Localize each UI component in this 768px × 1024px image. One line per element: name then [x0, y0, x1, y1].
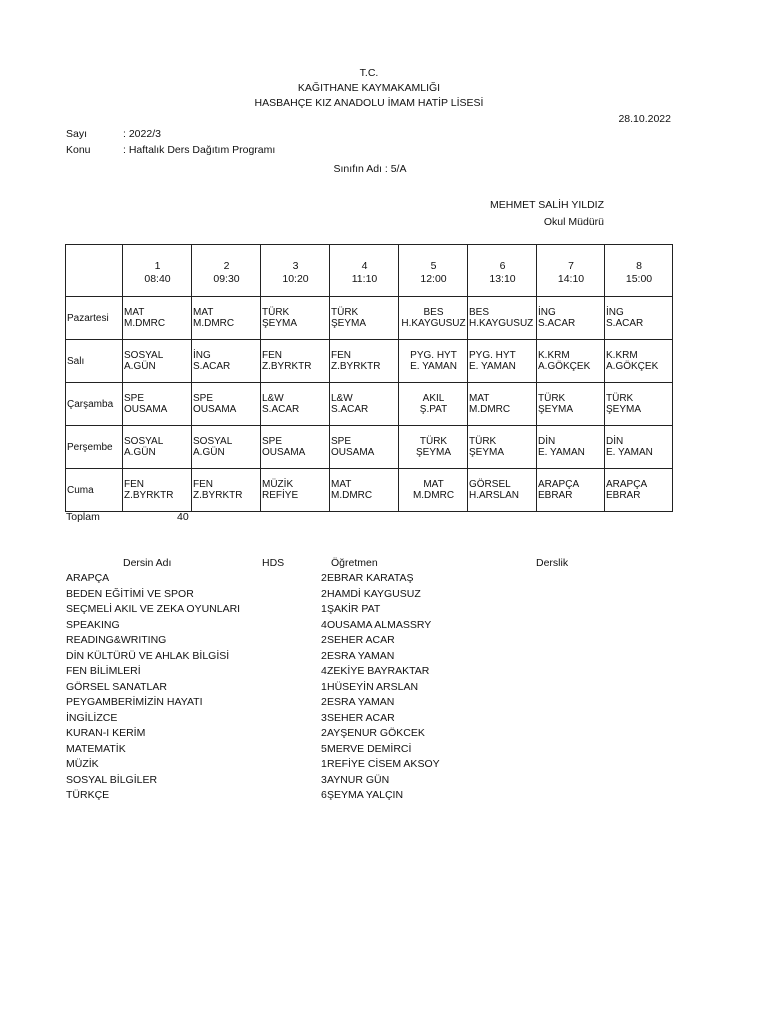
- lesson-cell: [468, 426, 537, 469]
- lesson-teacher: M.DMRC: [331, 490, 373, 501]
- lesson-subject: MÜZİK: [262, 479, 294, 490]
- course-row: [66, 633, 486, 648]
- day-label: Cuma: [66, 469, 123, 512]
- lesson-teacher: M.DMRC: [412, 490, 455, 501]
- lesson-cell: [192, 340, 261, 383]
- course-name: BEDEN EĞİTİMİ VE SPOR: [66, 587, 194, 600]
- lesson-cell: [468, 297, 537, 340]
- course-row: [66, 680, 486, 695]
- lesson-subject: K.KRM: [606, 350, 638, 361]
- lesson-subject: SOSYAL: [124, 350, 164, 361]
- lesson-cell: [192, 426, 261, 469]
- lesson-cell: [537, 469, 605, 512]
- col-header-ders: Dersin Adı: [123, 557, 172, 569]
- period-number: 6: [499, 259, 506, 272]
- course-hours: 3: [321, 773, 327, 786]
- course-name: DİN KÜLTÜRÜ VE AHLAK BİLGİSİ: [66, 649, 230, 662]
- schedule-day-row: [66, 383, 673, 426]
- lesson-cell: [123, 426, 192, 469]
- lesson-cell: [261, 383, 330, 426]
- lesson-cell: [605, 297, 673, 340]
- course-row: [66, 664, 486, 679]
- period-time: 13:10: [489, 272, 516, 285]
- course-row: [66, 726, 486, 741]
- schedule-day-row: [66, 340, 673, 383]
- period-number: 8: [636, 259, 642, 272]
- lesson-teacher: OUSAMA: [262, 447, 306, 458]
- lesson-teacher: A.GÖKÇEK: [606, 361, 659, 372]
- lesson-teacher: S.ACAR: [538, 318, 576, 329]
- konu-value: : Haftalık Ders Dağıtım Programı: [123, 144, 276, 156]
- course-row: [66, 773, 486, 788]
- lesson-subject: TÜRK: [419, 436, 448, 447]
- lesson-cell: [261, 469, 330, 512]
- lesson-teacher: E. YAMAN: [606, 447, 653, 458]
- lesson-cell: [330, 297, 399, 340]
- course-name: SOSYAL BİLGİLER: [66, 773, 158, 786]
- period-header: [468, 245, 537, 297]
- total-value: 40: [177, 511, 189, 523]
- lesson-teacher: S.ACAR: [193, 361, 231, 372]
- period-time: 12:00: [420, 272, 447, 285]
- period-time: 14:10: [557, 272, 585, 285]
- lesson-cell: [399, 426, 468, 469]
- lesson-cell: [330, 426, 399, 469]
- period-header: [261, 245, 330, 297]
- lesson-teacher: S.ACAR: [262, 404, 300, 415]
- lesson-subject: K.KRM: [538, 350, 570, 361]
- period-header: [192, 245, 261, 297]
- course-hours: 1: [321, 758, 327, 770]
- course-row: [66, 602, 486, 617]
- lesson-teacher: E. YAMAN: [538, 447, 585, 458]
- header-line-tc: T.C.: [359, 67, 379, 79]
- day-label: Pazartesi: [66, 297, 123, 340]
- course-name: PEYGAMBERİMİZİN HAYATI: [66, 696, 203, 708]
- period-header: [605, 245, 673, 297]
- schedule-day-row: [66, 469, 673, 512]
- lesson-cell: [261, 340, 330, 383]
- lesson-teacher: H.ARSLAN: [469, 490, 520, 501]
- course-hours: 1: [321, 603, 327, 615]
- schedule-day-row: [66, 297, 673, 340]
- course-teacher: SEHER ACAR: [327, 634, 395, 646]
- lesson-cell: [192, 383, 261, 426]
- lesson-teacher: Z.BYRKTR: [124, 490, 174, 501]
- lesson-teacher: Z.BYRKTR: [193, 490, 243, 501]
- lesson-subject: SPE: [262, 436, 283, 447]
- document-date: 28.10.2022: [618, 113, 671, 125]
- lesson-teacher: A.GÖKÇEK: [538, 361, 591, 372]
- course-name: İNGİLİZCE: [66, 711, 118, 724]
- lesson-teacher: ŞEYMA: [415, 447, 451, 458]
- course-name: MÜZİK: [66, 758, 99, 770]
- lesson-subject: İNG: [538, 307, 556, 318]
- header-line-kaymakamlik: KAĞITHANE KAYMAKAMLIĞI: [297, 82, 441, 94]
- schedule-day-row: [66, 426, 673, 469]
- lesson-teacher: H.KAYGUSUZ: [401, 318, 466, 329]
- principal-title: Okul Müdürü: [543, 216, 604, 228]
- lesson-teacher: OUSAMA: [193, 404, 237, 415]
- lesson-cell: [192, 297, 261, 340]
- lesson-subject: FEN: [331, 350, 351, 361]
- lesson-cell: [330, 383, 399, 426]
- lesson-cell: [123, 383, 192, 426]
- document-header: [0, 66, 738, 111]
- course-row: [66, 695, 486, 710]
- lesson-cell: [192, 469, 261, 512]
- lesson-subject: TÜRK: [331, 307, 359, 318]
- course-teacher: ŞEYMA YALÇIN: [327, 789, 404, 801]
- lesson-cell: [468, 469, 537, 512]
- course-name: ARAPÇA: [66, 572, 110, 584]
- lesson-subject: L&W: [262, 393, 284, 404]
- course-row: [66, 618, 486, 633]
- lesson-cell: [123, 340, 192, 383]
- lesson-cell: [605, 426, 673, 469]
- course-hours: 2: [321, 587, 327, 600]
- lesson-subject: AKIL: [422, 393, 445, 404]
- course-teacher: AYŞENUR GÖKCEK: [327, 727, 425, 739]
- lesson-subject: İNG: [606, 307, 624, 318]
- lesson-subject: MAT: [193, 307, 214, 318]
- konu-label: Konu: [66, 144, 91, 156]
- period-time: 11:10: [351, 272, 378, 285]
- course-row: [66, 742, 486, 757]
- course-teacher: EBRAR KARATAŞ: [327, 572, 414, 584]
- lesson-subject: MAT: [423, 479, 444, 490]
- lesson-cell: [399, 297, 468, 340]
- lesson-cell: [330, 340, 399, 383]
- period-header: [330, 245, 399, 297]
- lesson-teacher: Z.BYRKTR: [262, 361, 312, 372]
- sayi-label: Sayı: [66, 128, 88, 140]
- period-number: 2: [223, 259, 230, 272]
- lesson-cell: [399, 340, 468, 383]
- day-label: Çarşamba: [66, 383, 123, 426]
- lesson-teacher: OUSAMA: [124, 404, 168, 415]
- lesson-subject: PYG. HYT: [410, 350, 457, 361]
- lesson-teacher: EBRAR: [538, 490, 573, 501]
- lesson-teacher: Ş.PAT: [419, 404, 448, 415]
- period-time: 09:30: [213, 272, 240, 285]
- lesson-subject: L&W: [331, 393, 353, 404]
- lesson-teacher: EBRAR: [606, 490, 641, 501]
- period-number: 5: [430, 259, 437, 272]
- course-row: [66, 649, 486, 664]
- course-teacher: MERVE DEMİRCİ: [327, 742, 412, 755]
- course-hours: 3: [321, 711, 327, 724]
- course-teacher: ŞAKİR PAT: [327, 603, 381, 615]
- course-row: [66, 757, 486, 772]
- lesson-subject: FEN: [124, 479, 144, 490]
- lesson-teacher: Z.BYRKTR: [331, 361, 381, 372]
- principal-block: [0, 197, 604, 231]
- course-name: READING&WRITING: [66, 634, 167, 646]
- lesson-teacher: H.KAYGUSUZ: [469, 318, 534, 329]
- course-name: SPEAKING: [66, 618, 120, 631]
- col-header-ogretmen: Öğretmen: [331, 557, 378, 569]
- course-row: [66, 711, 486, 726]
- lesson-subject: SPE: [331, 436, 352, 447]
- lesson-teacher: ŞEYMA: [262, 318, 298, 329]
- lesson-cell: [123, 297, 192, 340]
- lesson-teacher: M.DMRC: [193, 318, 235, 329]
- col-header-derslik: Derslik: [536, 557, 569, 569]
- lesson-subject: BES: [469, 307, 490, 318]
- course-hours: 2: [321, 727, 327, 739]
- course-hours: 6: [321, 789, 327, 801]
- course-hours: 5: [321, 742, 327, 755]
- course-teacher: OUSAMA ALMASSRY: [327, 618, 432, 631]
- lesson-subject: DİN: [606, 436, 624, 447]
- lesson-teacher: REFİYE: [262, 490, 299, 501]
- lesson-subject: TÜRK: [538, 393, 566, 404]
- course-hours: 2: [321, 634, 327, 646]
- course-teacher: ESRA YAMAN: [327, 649, 395, 662]
- course-teacher: ESRA YAMAN: [327, 696, 395, 708]
- lesson-subject: SPE: [193, 393, 214, 404]
- lesson-cell: [261, 426, 330, 469]
- period-header: [537, 245, 605, 297]
- lesson-cell: [330, 469, 399, 512]
- schedule-corner-cell: [66, 245, 123, 297]
- total-label: Toplam: [66, 511, 100, 523]
- course-hours: 2: [321, 696, 327, 708]
- lesson-teacher: ŞEYMA: [331, 318, 367, 329]
- lesson-cell: [537, 340, 605, 383]
- course-hours: 4: [321, 665, 327, 677]
- course-teacher: REFİYE CİSEM AKSOY: [327, 758, 440, 770]
- course-name: SEÇMELİ AKIL VE ZEKA OYUNLARI: [66, 603, 241, 615]
- lesson-teacher: ŞEYMA: [606, 404, 642, 415]
- lesson-cell: [261, 297, 330, 340]
- lesson-teacher: E. YAMAN: [410, 361, 457, 372]
- sayi-value: : 2022/3: [123, 128, 161, 140]
- course-row: [66, 587, 486, 602]
- course-name: MATEMATİK: [66, 742, 126, 755]
- lesson-cell: [468, 383, 537, 426]
- lesson-teacher: S.ACAR: [606, 318, 644, 329]
- principal-name: MEHMET SALİH YILDIZ: [490, 199, 604, 211]
- course-hours: 4: [321, 618, 327, 631]
- course-teacher: HÜSEYİN ARSLAN: [327, 680, 419, 693]
- day-label: Perşembe: [66, 426, 123, 469]
- day-label: Salı: [66, 340, 123, 383]
- lesson-subject: TÜRK: [606, 393, 634, 404]
- lesson-subject: TÜRK: [469, 436, 497, 447]
- lesson-cell: [468, 340, 537, 383]
- lesson-subject: DİN: [538, 436, 556, 447]
- lesson-cell: [537, 426, 605, 469]
- period-header: [123, 245, 192, 297]
- lesson-cell: [537, 383, 605, 426]
- lesson-cell: [605, 383, 673, 426]
- lesson-subject: ARAPÇA: [538, 479, 580, 490]
- course-teacher: AYNUR GÜN: [327, 773, 390, 786]
- lesson-subject: TÜRK: [262, 307, 290, 318]
- course-teacher: ZEKİYE BAYRAKTAR: [327, 665, 430, 677]
- lesson-teacher: E. YAMAN: [469, 361, 516, 372]
- lesson-cell: [537, 297, 605, 340]
- lesson-cell: [399, 469, 468, 512]
- course-teacher: HAMDİ KAYGUSUZ: [327, 587, 421, 600]
- class-name: Sınıfın Adı : 5/A: [333, 163, 407, 175]
- lesson-subject: FEN: [193, 479, 213, 490]
- lesson-subject: SOSYAL: [124, 436, 164, 447]
- lesson-subject: SOSYAL: [193, 436, 233, 447]
- period-header: [399, 245, 468, 297]
- course-name: KURAN-I KERİM: [66, 727, 146, 739]
- lesson-teacher: OUSAMA: [331, 447, 375, 458]
- lesson-subject: ARAPÇA: [606, 479, 648, 490]
- lesson-subject: BES: [423, 307, 444, 318]
- period-time: 10:20: [282, 272, 309, 285]
- lesson-subject: GÖRSEL: [469, 479, 511, 490]
- lesson-teacher: ŞEYMA: [469, 447, 505, 458]
- period-time: 08:40: [144, 272, 171, 285]
- lesson-teacher: A.GÜN: [124, 361, 156, 372]
- lesson-subject: MAT: [469, 393, 490, 404]
- lesson-subject: MAT: [331, 479, 352, 490]
- period-number: 3: [292, 259, 299, 272]
- lesson-teacher: M.DMRC: [124, 318, 166, 329]
- course-name: TÜRKÇE: [66, 789, 110, 801]
- lesson-teacher: A.GÜN: [124, 447, 156, 458]
- lesson-teacher: S.ACAR: [331, 404, 369, 415]
- course-row: [66, 788, 486, 803]
- lesson-teacher: ŞEYMA: [538, 404, 574, 415]
- course-hours: 2: [321, 649, 327, 662]
- lesson-teacher: M.DMRC: [469, 404, 511, 415]
- lesson-cell: [123, 469, 192, 512]
- lesson-cell: [605, 340, 673, 383]
- schedule-header-row: [66, 245, 673, 297]
- header-line-school: HASBAHÇE KIZ ANADOLU İMAM HATİP LİSESİ: [254, 97, 484, 109]
- course-teacher: SEHER ACAR: [327, 711, 395, 724]
- lesson-cell: [399, 383, 468, 426]
- lesson-subject: MAT: [124, 307, 145, 318]
- lesson-subject: SPE: [124, 393, 145, 404]
- schedule-table: [65, 244, 673, 512]
- lesson-subject: İNG: [193, 350, 211, 361]
- course-hours: 1: [321, 680, 327, 693]
- course-row: [66, 571, 486, 586]
- course-name: GÖRSEL SANATLAR: [66, 680, 167, 693]
- period-number: 4: [361, 259, 368, 272]
- course-name: FEN BİLİMLERİ: [66, 665, 141, 677]
- course-hours: 2: [321, 572, 327, 584]
- lesson-subject: PYG. HYT: [469, 350, 516, 361]
- col-header-hds: HDS: [262, 557, 285, 569]
- period-number: 1: [154, 259, 161, 272]
- period-number: 7: [568, 259, 574, 272]
- lesson-cell: [605, 469, 673, 512]
- lesson-subject: FEN: [262, 350, 282, 361]
- lesson-teacher: A.GÜN: [193, 447, 225, 458]
- period-time: 15:00: [625, 272, 653, 285]
